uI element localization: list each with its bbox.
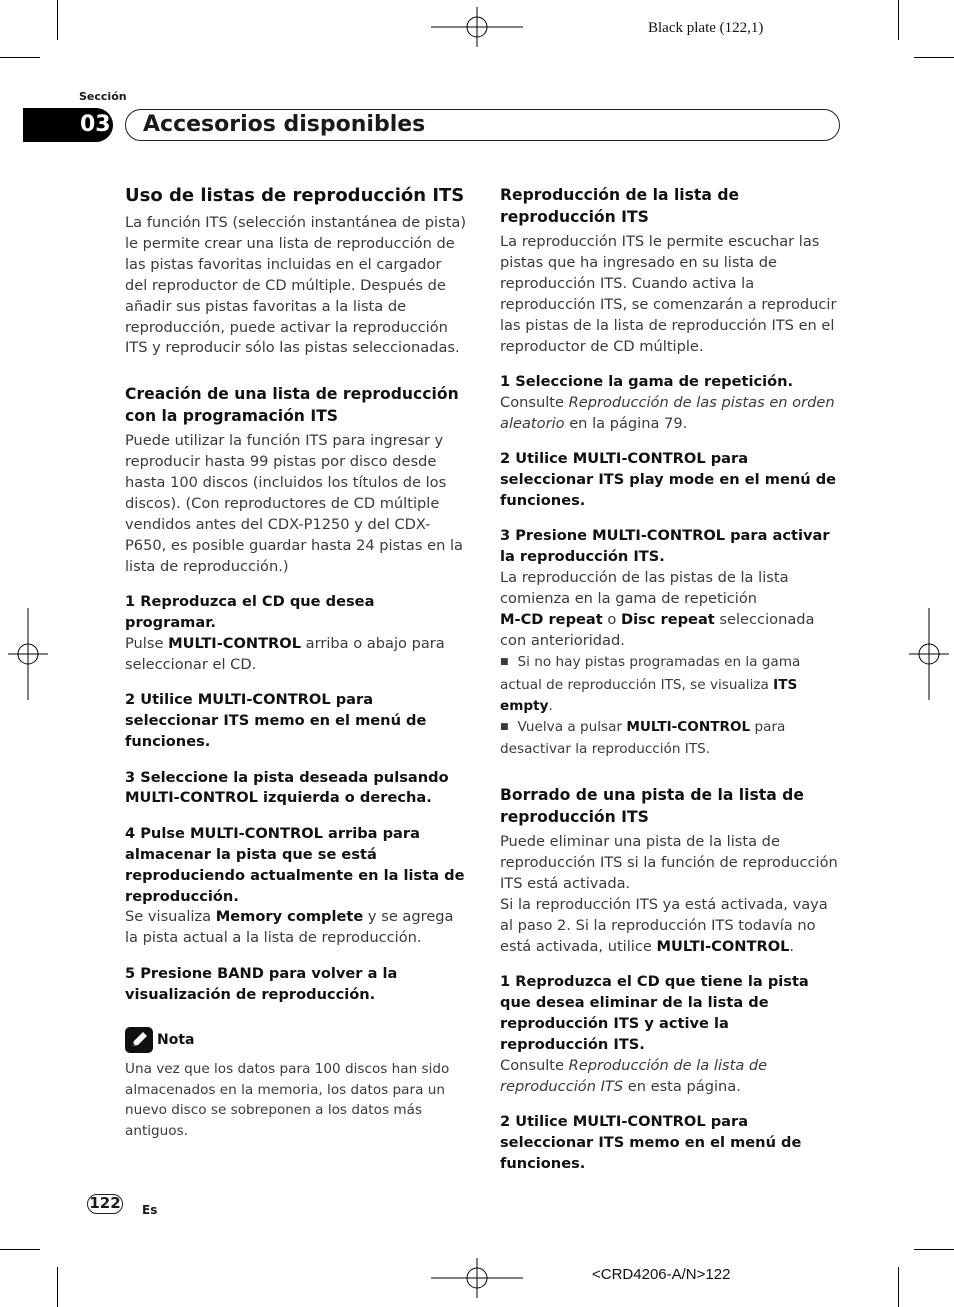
section-label: Sección xyxy=(79,90,127,103)
step-1-text: Pulse MULTI-CONTROL arriba o abajo para seleccionar el CD. xyxy=(125,635,445,673)
registration-mark-icon xyxy=(909,608,949,700)
heading-uso: Uso de listas de reproducción ITS xyxy=(125,185,465,206)
section-title: Accesorios disponibles xyxy=(143,112,426,137)
crop-mark xyxy=(898,0,899,40)
step-5: 5 Presione BAND para volver a la visualización de reproducción. xyxy=(125,964,398,1003)
crop-mark xyxy=(914,57,954,58)
registration-mark-icon xyxy=(431,7,523,47)
note-text: Una vez que los datos para 100 discos han sido almacenados en la memoria, los datos para un nuevo disco se sobreponen a los datos más antiguos. xyxy=(125,1060,450,1140)
crop-mark xyxy=(57,1267,58,1307)
page-number: 122 xyxy=(87,1194,123,1214)
step-4-text: Se visualiza Memory complete y se agrega la pista actual a la lista de reproducción. xyxy=(125,908,454,947)
paragraph: Puede utilizar la función ITS para ingresar y reproducir hasta 99 pistas por disco desde hasta 100 discos (incluidos los títulos de los discos). (Con reproductores de CD múltiple vendidos antes del CDX-P1250 y del CDX-P650, es posible guardar hasta 24 pistas en la lista de reproducción.) xyxy=(125,432,463,575)
step-4: 4 Pulse MULTI-CONTROL arriba para almacenar la pista que se está reproduciendo actualmente en la lista de reproducción. xyxy=(125,824,465,905)
step-1-text: Consulte Reproducción de las pistas en orden aleatorio en la página 79. xyxy=(500,393,835,432)
step-1: 1 Reproduzca el CD que desea programar. xyxy=(125,593,375,632)
note-label: Nota xyxy=(157,1031,195,1048)
crop-mark xyxy=(898,1267,899,1307)
step-2: 2 Utilice MULTI-CONTROL para seleccionar ITS memo en el menú de funciones. xyxy=(500,1113,802,1173)
registration-mark-icon xyxy=(431,1258,523,1298)
paragraph: La función ITS (selección instantánea de pista) le permite crear una lista de reproducción de las pistas favoritas incluidas en el cargador del reproductor de CD múltiple. Después de añadir sus pistas favoritas a la lista de reproducción, puede activar la reproducción ITS y reproducir sólo las pistas seleccionadas. xyxy=(125,214,467,357)
note-header xyxy=(125,1027,468,1053)
step-2: 2 Utilice MULTI-CONTROL para seleccionar ITS memo en el menú de funciones. xyxy=(125,691,427,751)
step-1: 1 Reproduzca el CD que tiene la pista que desea eliminar de la lista de reproducción ITS y active la reproducción ITS. xyxy=(500,973,809,1053)
plate-label: Black plate (122,1) xyxy=(648,20,764,36)
step-3: 3 Seleccione la pista deseada pulsando MULTI-CONTROL izquierda o derecha. xyxy=(125,768,449,807)
bullet-item: ■ Si no hay pistas programadas en la gama actual de reproducción ITS, se visualiza ITS empty. xyxy=(500,652,840,717)
language-code: Es xyxy=(142,1203,158,1217)
step-3: 3 Presione MULTI-CONTROL para activar la reproducción ITS. xyxy=(500,527,830,566)
step-2: 2 Utilice MULTI-CONTROL para seleccionar ITS play mode en el menú de funciones. xyxy=(500,450,837,509)
step-3-modes: M-CD repeat o Disc repeat seleccionada con anterioridad. xyxy=(500,611,815,649)
paragraph: Puede eliminar una pista de la lista de reproducción ITS si la función de reproducción ITS está activada. xyxy=(500,833,838,893)
crop-mark xyxy=(0,1249,40,1250)
right-column xyxy=(500,185,840,1175)
paragraph: La reproducción ITS le permite escuchar las pistas que ha ingresado en su lista de reproducción ITS. Cuando activa la reproducción ITS, se comenzarán a reproducir las pistas de la lista de reproducción ITS en el reproductor de CD múltiple. xyxy=(500,233,837,355)
document-code: <CRD4206-A/N>122 xyxy=(592,1266,731,1283)
step-1: 1 Seleccione la gama de repetición. xyxy=(500,372,794,390)
section-number: 03 xyxy=(23,108,113,142)
step-3-text: La reproducción de las pistas de la lista comienza en la gama de repetición xyxy=(500,569,789,608)
heading-borrado: Borrado de una pista de la lista de reproducción ITS xyxy=(500,786,804,826)
step-1-text: Consulte Reproducción de la lista de reproducción ITS en esta página. xyxy=(500,1056,768,1095)
crop-mark xyxy=(914,1249,954,1250)
crop-mark xyxy=(57,0,58,40)
paragraph: Si la reproducción ITS ya está activada, vaya al paso 2. Si la reproducción ITS todavía no está activada, utilice MULTI-CONTROL. xyxy=(500,896,828,955)
pencil-note-icon xyxy=(125,1027,153,1053)
registration-mark-icon xyxy=(8,608,48,700)
heading-reproduccion: Reproducción de la lista de reproducción ITS xyxy=(500,186,740,226)
bullet-item: ■ Vuelva a pulsar MULTI-CONTROL para desactivar la reproducción ITS. xyxy=(500,717,840,761)
heading-creacion: Creación de una lista de reproducción con la programación ITS xyxy=(125,385,459,425)
crop-mark xyxy=(0,57,40,58)
left-column xyxy=(125,185,468,1142)
